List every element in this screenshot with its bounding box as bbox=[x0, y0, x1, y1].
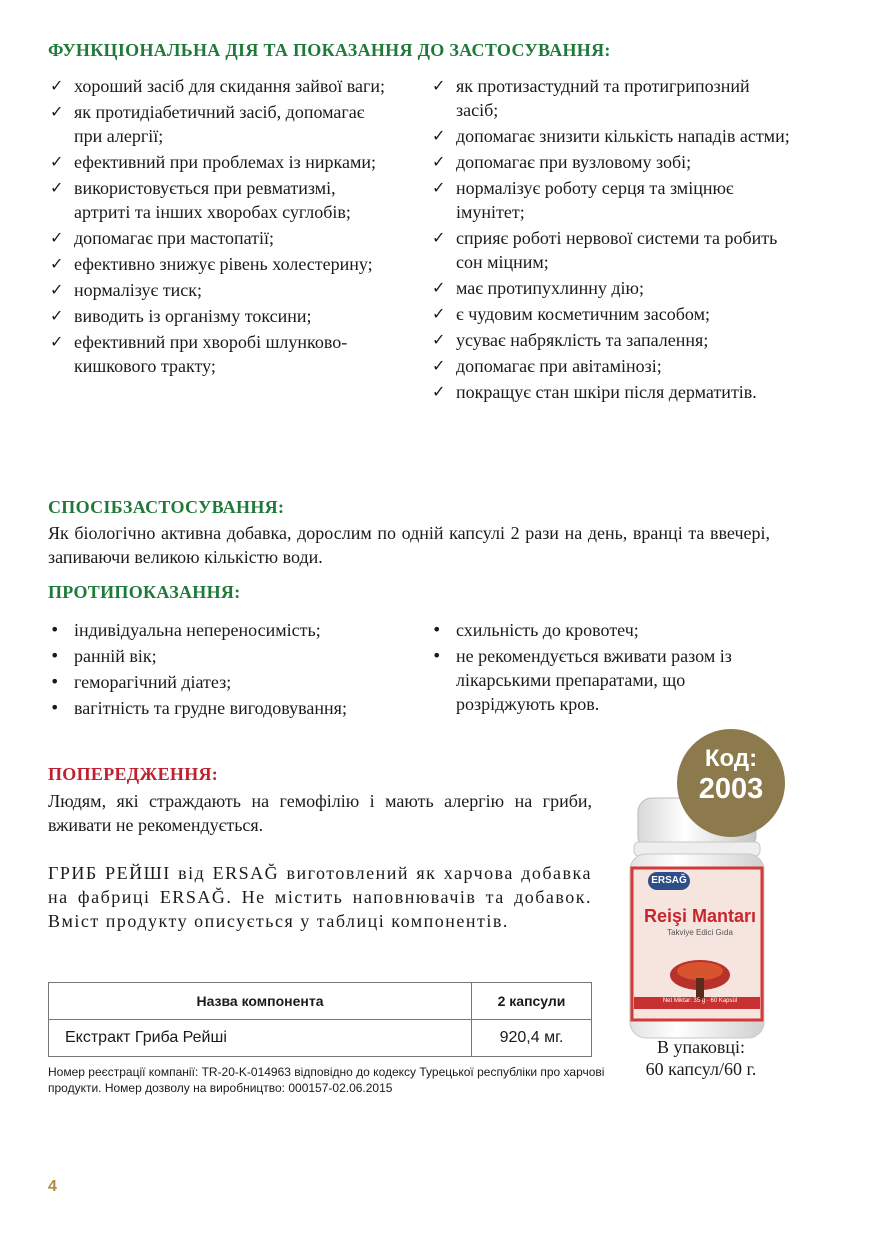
list-item bbox=[48, 670, 383, 694]
list-item-text: допомагає при мастопатії; bbox=[74, 228, 274, 248]
list-item-text: має протипухлинну дію; bbox=[456, 278, 644, 298]
list-item-text: хороший засіб для скидання зайвої ваги; bbox=[74, 76, 386, 96]
contraindications-list-left bbox=[48, 618, 383, 722]
list-item-text: вагітність та грудне вигодовування; bbox=[74, 698, 347, 718]
checkmark-icon: ✓ bbox=[432, 330, 446, 349]
page-number: 4 bbox=[48, 1178, 57, 1195]
checkmark-icon: ✓ bbox=[50, 76, 64, 95]
checkmark-icon: ✓ bbox=[432, 304, 446, 323]
list-item-text: нормалізує роботу серця та зміцнює імунітет; bbox=[456, 178, 734, 222]
product-description: ГРИБ РЕЙШІ від ERSAĞ виготовлений як харчова добавка на фабриці ERSAĞ. Не містить наповнювачів та добавок. Вміст продукту описується у таблиці компонентів. bbox=[48, 863, 592, 931]
table-header-row bbox=[49, 983, 592, 1020]
checkmark-icon: ✓ bbox=[432, 278, 446, 297]
checkmark-icon: ✓ bbox=[50, 306, 64, 325]
list-item-text: геморагічний діатез; bbox=[74, 672, 232, 692]
component-amount-cell: 920,4 мг. bbox=[472, 1020, 592, 1057]
list-item-text: використовується при ревматизмі, артриті та інших хворобах суглобів; bbox=[74, 178, 351, 222]
bottle-label-subtitle: Takviye Edici Gıda bbox=[667, 928, 733, 937]
list-item-text: допомагає при авітамінозі; bbox=[456, 356, 662, 376]
checkmark-icon: ✓ bbox=[50, 102, 64, 121]
table-header-component: Назва компонента bbox=[49, 983, 472, 1020]
list-item-text: ефективний при проблемах із нирками; bbox=[74, 152, 376, 172]
checkmark-icon: ✓ bbox=[50, 178, 64, 197]
list-item-text: виводить із організму токсини; bbox=[74, 306, 312, 326]
list-item bbox=[430, 354, 790, 378]
functions-list-left bbox=[48, 74, 388, 380]
list-item-text: не рекомендується вживати разом із лікарськими препаратами, що розріджують кров. bbox=[456, 646, 732, 714]
checkmark-icon: ✓ bbox=[432, 178, 446, 197]
list-item-text: ефективний при хворобі шлунково-кишкового тракту; bbox=[74, 332, 348, 376]
list-item bbox=[48, 304, 388, 328]
list-item bbox=[430, 302, 790, 326]
brand-logo: ERSAĞ bbox=[648, 872, 690, 890]
list-item bbox=[430, 276, 790, 300]
list-item bbox=[430, 226, 790, 274]
list-item bbox=[48, 100, 388, 148]
list-item-text: як протидіабетичний засіб, допомагає при алергії; bbox=[74, 102, 365, 146]
list-item bbox=[430, 124, 790, 148]
list-item-text: ефективно знижує рівень холестерину; bbox=[74, 254, 373, 274]
list-item-text: ранній вік; bbox=[74, 646, 157, 666]
code-label: Код: bbox=[704, 745, 758, 772]
list-item bbox=[430, 618, 750, 642]
checkmark-icon: ✓ bbox=[50, 332, 64, 351]
list-item bbox=[48, 176, 388, 224]
package-label: В упаковці: bbox=[656, 1037, 746, 1057]
bullet-icon: • bbox=[50, 646, 60, 665]
list-item-text: сприяє роботі нервової системи та робить сон міцним; bbox=[456, 228, 778, 272]
checkmark-icon: ✓ bbox=[50, 254, 64, 273]
bullet-icon: • bbox=[432, 620, 442, 639]
bullet-icon: • bbox=[50, 672, 60, 691]
bullet-icon: • bbox=[432, 646, 442, 665]
list-item-text: покращує стан шкіри після дерматитів. bbox=[456, 382, 757, 402]
product-code-badge bbox=[677, 729, 785, 837]
bottle-label-net: Net Miktar: 35 g · 60 Kapsül bbox=[662, 998, 738, 1004]
list-item-text: як протизастудний та протигрипозний засіб; bbox=[456, 76, 750, 120]
package-value: 60 капсул/60 г. bbox=[645, 1059, 757, 1079]
component-name-cell: Екстракт Гриба Рейші bbox=[49, 1020, 472, 1057]
bullet-icon: • bbox=[50, 698, 60, 717]
usage-text: Як біологічно активна добавка, дорослим по одній капсулі 2 рази на день, вранці та ввечері, запиваючи великою кількістю води. bbox=[48, 523, 770, 567]
list-item bbox=[430, 150, 790, 174]
list-item-text: усуває набряклість та запалення; bbox=[456, 330, 709, 350]
list-item bbox=[430, 176, 790, 224]
list-item-text: індивідуальна непереносимість; bbox=[74, 620, 321, 640]
components-table bbox=[48, 982, 592, 1057]
list-item bbox=[48, 330, 388, 378]
list-item bbox=[430, 380, 790, 404]
checkmark-icon: ✓ bbox=[432, 152, 446, 171]
package-info bbox=[612, 1036, 790, 1080]
code-value: 2003 bbox=[698, 773, 764, 805]
contraindications-heading: ПРОТИПОКАЗАННЯ: bbox=[48, 582, 241, 602]
list-item bbox=[48, 150, 388, 174]
list-item-text: нормалізує тиск; bbox=[74, 280, 202, 300]
bottle-label-name: Reişi Mantarı bbox=[643, 906, 757, 926]
list-item bbox=[48, 226, 388, 250]
warning-text: Людям, які страждають на гемофілію і мають алергію на гриби, вживати не рекомендується. bbox=[48, 791, 592, 835]
functions-list-right bbox=[430, 74, 790, 406]
table-header-amount: 2 капсули bbox=[472, 983, 592, 1020]
registration-note: Номер реєстрації компанії: TR-20-K-014963 відповідно до кодексу Турецької республіки про харчові продукти. Номер дозволу на виробництво: 000157-02.06.2015 bbox=[48, 1065, 605, 1095]
list-item bbox=[48, 74, 388, 98]
table-row bbox=[49, 1020, 592, 1057]
list-item bbox=[48, 252, 388, 276]
checkmark-icon: ✓ bbox=[50, 280, 64, 299]
checkmark-icon: ✓ bbox=[432, 126, 446, 145]
list-item bbox=[48, 644, 383, 668]
checkmark-icon: ✓ bbox=[432, 228, 446, 247]
list-item-text: схильність до кровотеч; bbox=[456, 620, 639, 640]
list-item-text: є чудовим косметичним засобом; bbox=[456, 304, 710, 324]
list-item-text: допомагає при вузловому зобі; bbox=[456, 152, 692, 172]
list-item bbox=[48, 618, 383, 642]
list-item bbox=[48, 278, 388, 302]
checkmark-icon: ✓ bbox=[432, 382, 446, 401]
list-item bbox=[430, 328, 790, 352]
checkmark-icon: ✓ bbox=[432, 356, 446, 375]
list-item bbox=[48, 696, 383, 720]
bullet-icon: • bbox=[50, 620, 60, 639]
functions-heading: ФУНКЦІОНАЛЬНА ДІЯ ТА ПОКАЗАННЯ ДО ЗАСТОСУВАННЯ: bbox=[48, 40, 611, 60]
checkmark-icon: ✓ bbox=[50, 228, 64, 247]
warning-heading: ПОПЕРЕДЖЕННЯ: bbox=[48, 764, 219, 784]
contraindications-list-right bbox=[430, 618, 750, 718]
usage-heading: СПОСІБЗАСТОСУВАННЯ: bbox=[48, 497, 285, 517]
list-item bbox=[430, 74, 790, 122]
checkmark-icon: ✓ bbox=[432, 76, 446, 95]
list-item-text: допомагає знизити кількість нападів астми; bbox=[456, 126, 790, 146]
list-item bbox=[430, 644, 750, 716]
checkmark-icon: ✓ bbox=[50, 152, 64, 171]
